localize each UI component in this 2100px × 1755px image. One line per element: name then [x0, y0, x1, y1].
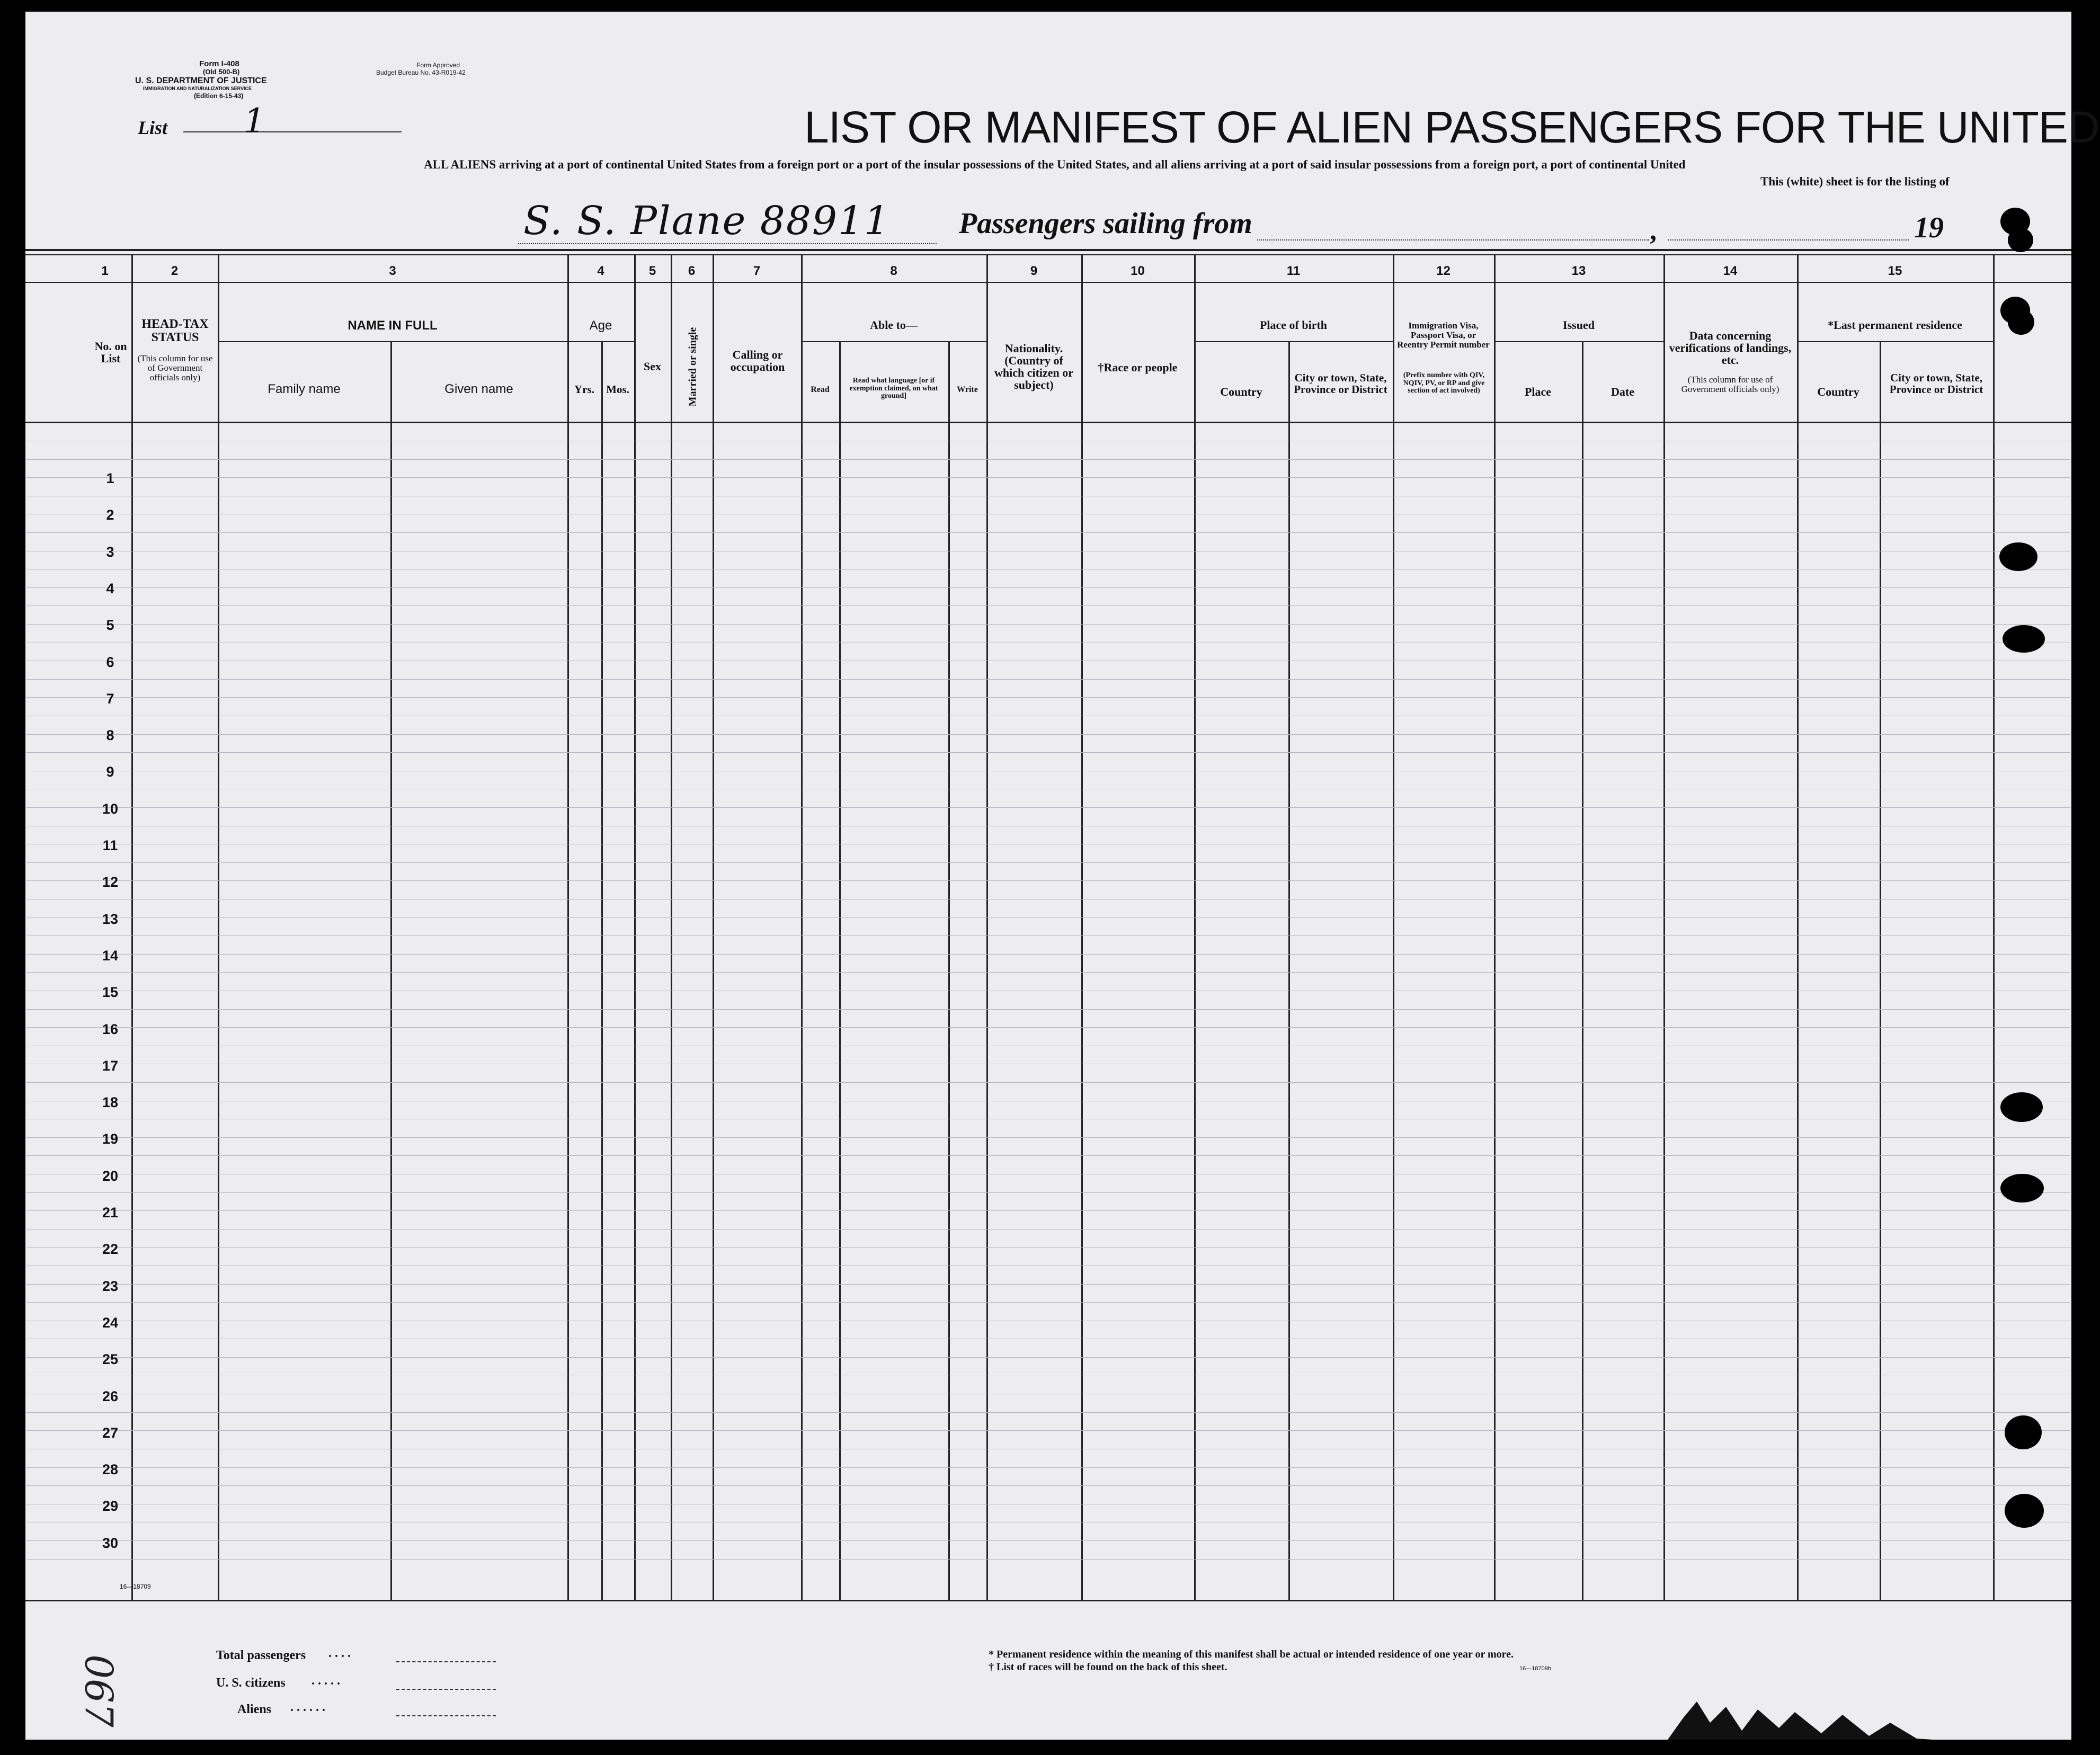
- vessel-name-value: S. S. Plane 88911: [523, 198, 891, 244]
- citizens-dots: . . . . .: [312, 1674, 340, 1688]
- header-head-tax: HEAD-TAX STATUS: [141, 317, 209, 345]
- header-issued: Issued: [1563, 318, 1595, 332]
- form-id: Form I-408: [199, 59, 239, 68]
- ruled-line: [26, 1137, 2070, 1138]
- row-number: 16: [102, 1021, 119, 1037]
- row-number: 8: [106, 727, 114, 744]
- row-number: 1: [106, 470, 114, 486]
- ruled-line: [26, 1229, 2070, 1230]
- col-line: [1494, 255, 1496, 1601]
- torn-edge: [1668, 1686, 1933, 1740]
- header-age: Age: [589, 318, 612, 333]
- issued-subdivider: [1494, 341, 1663, 342]
- form-service: IMMIGRATION AND NATURALIZATION SERVICE: [143, 86, 252, 91]
- us-citizens-field[interactable]: [396, 1689, 496, 1690]
- footnote-races: † List of races will be found on the back of this sheet.: [989, 1661, 1227, 1673]
- year-prefix: 19: [1914, 211, 1944, 244]
- col-number-8: 8: [890, 264, 897, 278]
- row-number: 6: [106, 654, 114, 670]
- ruled-line: [26, 1485, 2070, 1486]
- row-number: 18: [102, 1094, 119, 1111]
- col-number-15: 15: [1888, 264, 1902, 278]
- row-number: 15: [102, 984, 119, 1001]
- col-number-2: 2: [171, 264, 179, 278]
- row-number: 5: [106, 617, 114, 634]
- list-number-underline: [183, 131, 402, 132]
- header-sex: Sex: [644, 360, 661, 373]
- row-number: 24: [102, 1314, 119, 1331]
- header-name-in-full: NAME IN FULL: [348, 318, 438, 333]
- ruled-line: [26, 752, 2070, 753]
- header-verifications: Data concerning verifications of landings, etc.: [1669, 329, 1792, 367]
- ruled-line: [26, 972, 2070, 973]
- footnote-residence: * Permanent residence within the meaning of this manifest shall be actual or intended residence of one year or more.: [989, 1649, 1514, 1660]
- row-number: 14: [102, 947, 119, 964]
- ruled-line: [26, 587, 2070, 588]
- row-number: 21: [102, 1205, 119, 1221]
- column-number-rule: [25, 282, 2071, 283]
- stamp-number: 067: [76, 1654, 121, 1727]
- col-number-14: 14: [1723, 264, 1738, 278]
- header-calling-or-occupation: Calling or occupation: [730, 348, 785, 374]
- row-number: 7: [106, 690, 114, 707]
- col-line: [713, 255, 714, 1601]
- vessel-underline: [518, 243, 937, 244]
- ruled-line: [26, 1284, 2070, 1285]
- col-number-7: 7: [753, 264, 761, 278]
- row-number: 23: [102, 1278, 119, 1294]
- ruled-line: [26, 477, 2070, 478]
- form-old-id: (Old 500-B): [203, 68, 240, 76]
- header-birth-country: Country: [1220, 385, 1262, 398]
- col-number-11: 11: [1286, 264, 1301, 278]
- form-department: U. S. DEPARTMENT OF JUSTICE: [135, 76, 267, 85]
- header-bottom-rule: [25, 422, 2071, 423]
- sailing-date-underline: [1668, 239, 1909, 240]
- col-line: [1993, 255, 1995, 1601]
- us-citizens-label: U. S. citizens: [216, 1676, 286, 1690]
- header-age-yrs: Yrs.: [574, 383, 594, 396]
- header-issued-place: Place: [1524, 385, 1552, 398]
- ruled-line: [26, 1302, 2070, 1303]
- header-residence-city: City or town, State, Province or District: [1889, 371, 1983, 396]
- header-read: Read: [811, 385, 830, 394]
- row-number: 17: [102, 1057, 119, 1074]
- sailing-from-comma: ,: [1650, 216, 1657, 246]
- punch-hole: [2008, 228, 2033, 252]
- row-number: 12: [102, 874, 119, 890]
- ruled-line: [26, 1467, 2070, 1468]
- aliens-field[interactable]: [396, 1715, 496, 1716]
- ruled-line: [26, 1009, 2070, 1010]
- header-read-language: Read what language [or if exemption claimed, on what ground]: [849, 377, 938, 400]
- ruled-line: [26, 1412, 2070, 1413]
- header-issued-date: Date: [1611, 385, 1634, 398]
- punch-hole: [2005, 1415, 2042, 1449]
- col-line: [218, 255, 219, 1601]
- row-number: 11: [102, 838, 118, 853]
- form-edition: (Edition 6-15-43): [194, 92, 244, 100]
- col-number-13: 13: [1571, 264, 1586, 278]
- header-family-name: Family name: [268, 382, 341, 396]
- ruled-line: [26, 1559, 2070, 1560]
- header-head-tax-note: (This column for use of Government officials only): [137, 353, 213, 382]
- ruled-line: [26, 1155, 2070, 1156]
- ruled-line: [26, 917, 2070, 918]
- sailing-from-underline: [1257, 239, 1649, 240]
- row-number: 20: [102, 1168, 119, 1184]
- header-visa-number: Immigration Visa, Passport Visa, or Reentry Permit number: [1397, 320, 1490, 350]
- row-number: 27: [102, 1424, 119, 1441]
- col-number-3: 3: [389, 264, 396, 278]
- ruled-line: [26, 1027, 2070, 1028]
- col-number-4: 4: [597, 264, 604, 278]
- residence-subdivider: [1797, 341, 1993, 342]
- table-top-rule: [25, 249, 2071, 251]
- form-approved: Form Approved: [416, 61, 460, 69]
- col-line: [1393, 255, 1394, 1601]
- row-number: 25: [102, 1351, 119, 1368]
- ruled-line: [26, 1082, 2070, 1083]
- header-married-or-single: Married or single: [687, 327, 699, 407]
- header-nationality: Nationality. (Country of which citizen or subject): [994, 342, 1074, 392]
- list-number-value: 1: [244, 102, 265, 141]
- total-passengers-field[interactable]: [396, 1661, 496, 1662]
- punch-hole: [2008, 309, 2034, 335]
- table-bottom-rule: [25, 1600, 2071, 1601]
- col-line: [131, 255, 133, 1601]
- header-race-or-people: †Race or people: [1098, 361, 1178, 374]
- ruled-line: [26, 734, 2070, 735]
- total-dots: . . . .: [328, 1646, 351, 1660]
- ruled-line: [26, 1210, 2070, 1211]
- table-top-rule-2: [25, 254, 2071, 255]
- header-birth-city: City or town, State, Province or District: [1294, 371, 1387, 396]
- ruled-line: [26, 532, 2070, 533]
- list-label: List: [138, 117, 168, 138]
- ruled-line: [26, 1430, 2070, 1431]
- manifest-sheet: [25, 12, 2099, 1740]
- col-number-10: 10: [1131, 264, 1145, 278]
- row-number: 10: [102, 800, 119, 817]
- punch-hole: [1999, 542, 2037, 571]
- row-number: 13: [102, 911, 119, 927]
- col-line: [671, 255, 672, 1601]
- able-subdivider: [801, 341, 986, 342]
- header-verifications-note: (This column for use of Government officials only): [1681, 375, 1779, 394]
- ruled-line: [26, 954, 2070, 955]
- manifest-subtitle: ALL ALIENS arriving at a port of continental United States from a foreign port or a port of the insular possessions of the United States, and all aliens arriving at a port of said insular possessions from a foreign port, a port of continental United: [424, 158, 1686, 171]
- ruled-line: [26, 459, 2070, 460]
- col-number-6: 6: [688, 264, 696, 278]
- ruled-line: [26, 807, 2070, 808]
- header-age-mos: Mos.: [606, 383, 629, 396]
- row-number: 2: [106, 507, 114, 523]
- header-write: Write: [957, 385, 978, 394]
- manifest-subtitle-2: This (white) sheet is for the listing of: [1760, 175, 1950, 188]
- ruled-line: [26, 1540, 2070, 1541]
- row-number: 30: [102, 1535, 119, 1551]
- age-subdivider: [567, 341, 634, 342]
- col-number-5: 5: [648, 264, 656, 278]
- birth-subdivider: [1194, 341, 1393, 342]
- ruled-line: [26, 1247, 2070, 1248]
- header-visa-note: (Prefix number with QIV, NQIV, PV, or RP and give section of act involved): [1403, 371, 1485, 395]
- total-passengers-label: Total passengers: [216, 1649, 306, 1662]
- col-line: [1081, 255, 1083, 1601]
- ruled-line: [26, 605, 2070, 606]
- ruled-line: [26, 880, 2070, 881]
- row-number: 29: [102, 1498, 119, 1515]
- col-line: [634, 255, 636, 1601]
- header-last-residence: *Last permanent residence: [1828, 318, 1962, 332]
- col-line: [986, 255, 988, 1601]
- row-number: 3: [106, 544, 114, 560]
- ruled-line: [26, 697, 2070, 698]
- col-line: [567, 255, 569, 1601]
- col-line: [1663, 255, 1665, 1601]
- col-number-12: 12: [1436, 264, 1451, 278]
- header-no-on-list: No. on List: [94, 340, 127, 366]
- row-number: 9: [106, 764, 114, 780]
- row-number: 26: [102, 1388, 119, 1404]
- punch-hole: [2003, 625, 2045, 653]
- row-number: 28: [102, 1462, 119, 1478]
- name-subdivider: [218, 341, 567, 342]
- punch-hole: [2005, 1494, 2044, 1528]
- col-line: [801, 255, 803, 1601]
- ruled-line: [26, 624, 2070, 625]
- manifest-title: LIST OR MANIFEST OF ALIEN PASSENGERS FOR THE UNITED: [804, 102, 2099, 152]
- ruled-line: [26, 679, 2070, 680]
- ruled-line: [26, 862, 2070, 863]
- col-number-1: 1: [101, 264, 109, 278]
- row-number: 19: [102, 1131, 119, 1147]
- punch-hole: [2000, 1092, 2043, 1122]
- ruled-line: [26, 1192, 2070, 1193]
- ruled-line: [26, 1357, 2070, 1358]
- header-place-of-birth: Place of birth: [1259, 318, 1328, 332]
- row-number: 22: [102, 1241, 119, 1258]
- header-residence-country: Country: [1817, 385, 1859, 398]
- col-line: [1194, 255, 1196, 1601]
- printer-code: 16—18709: [120, 1583, 151, 1590]
- sailing-from-label: Passengers sailing from: [959, 207, 1252, 240]
- aliens-label: Aliens: [237, 1703, 272, 1716]
- printer-code-2: 16—18709b: [1519, 1665, 1551, 1672]
- budget-bureau-number: Budget Bureau No. 43-R019-42: [376, 69, 466, 76]
- aliens-dots: . . . . . .: [290, 1700, 325, 1714]
- punch-hole: [2000, 1174, 2044, 1202]
- header-able-to: Able to—: [870, 318, 918, 332]
- col-line: [1797, 255, 1799, 1601]
- col-number-9: 9: [1030, 264, 1038, 278]
- header-given-name: Given name: [444, 382, 513, 396]
- row-number: 4: [106, 580, 114, 596]
